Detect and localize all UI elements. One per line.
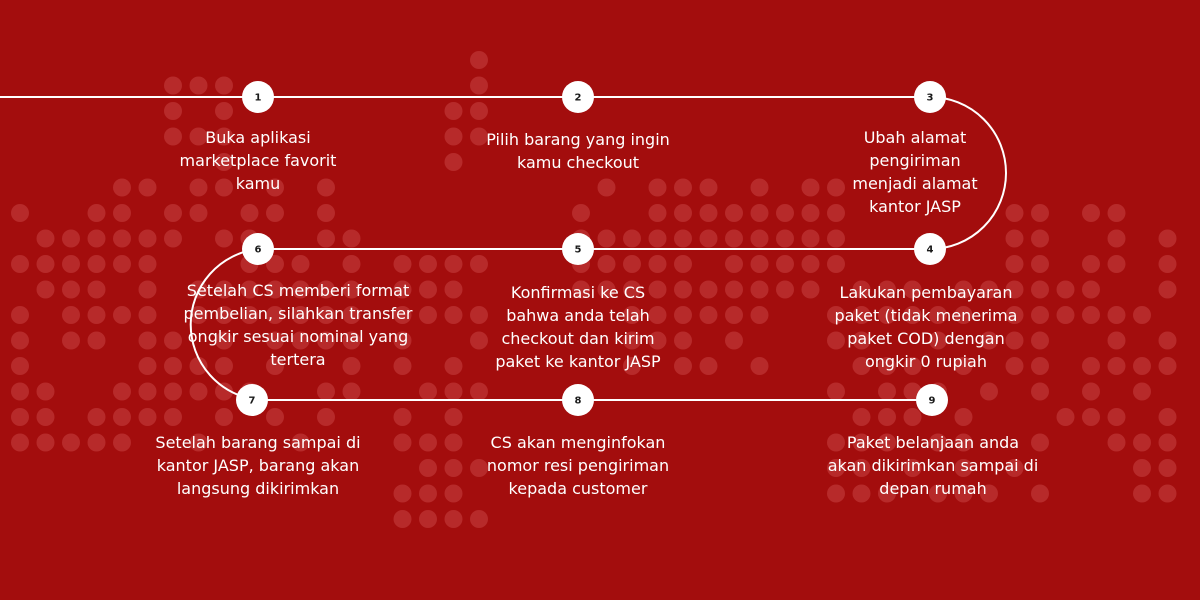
step-7-marker	[236, 384, 268, 416]
step-1-text: Buka aplikasi marketplace favorit kamu	[179, 128, 337, 193]
step-number: 5	[574, 244, 582, 256]
step-number: 2	[574, 92, 582, 104]
step-number: 9	[928, 395, 936, 407]
step-4-marker	[914, 233, 946, 265]
step-1-marker	[242, 81, 274, 113]
step-7-text: Setelah barang sampai di kantor JASP, barang akan langsung dikirimkan	[155, 433, 361, 498]
step-9-text: Paket belanjaan anda akan dikirimkan sampai di depan rumah	[827, 433, 1039, 498]
step-6-marker	[242, 233, 274, 265]
step-number: 6	[254, 244, 262, 256]
step-2-marker	[562, 81, 594, 113]
step-2-text: Pilih barang yang ingin kamu checkout	[486, 130, 670, 172]
step-6-text: Setelah CS memberi format pembelian, silahkan transfer ongkir sesuai nominal yang tertera	[183, 281, 413, 369]
step-4-text: Lakukan pembayaran paket (tidak menerima paket COD) dengan ongkir 0 rupiah	[834, 283, 1018, 371]
step-5-text: Konfirmasi ke CS bahwa anda telah checkout dan kirim paket ke kantor JASP	[495, 283, 661, 371]
step-8-text: CS akan menginfokan nomor resi pengiriman kepada customer	[486, 433, 670, 498]
step-3-marker	[914, 81, 946, 113]
step-3-text: Ubah alamat pengiriman menjadi alamat kantor JASP	[852, 128, 978, 216]
step-5-marker	[562, 233, 594, 265]
step-number: 8	[574, 395, 582, 407]
step-9-marker	[916, 384, 948, 416]
step-number: 7	[248, 395, 256, 407]
step-number: 3	[926, 92, 934, 104]
step-number: 1	[254, 92, 262, 104]
step-8-marker	[562, 384, 594, 416]
step-number: 4	[926, 244, 934, 256]
